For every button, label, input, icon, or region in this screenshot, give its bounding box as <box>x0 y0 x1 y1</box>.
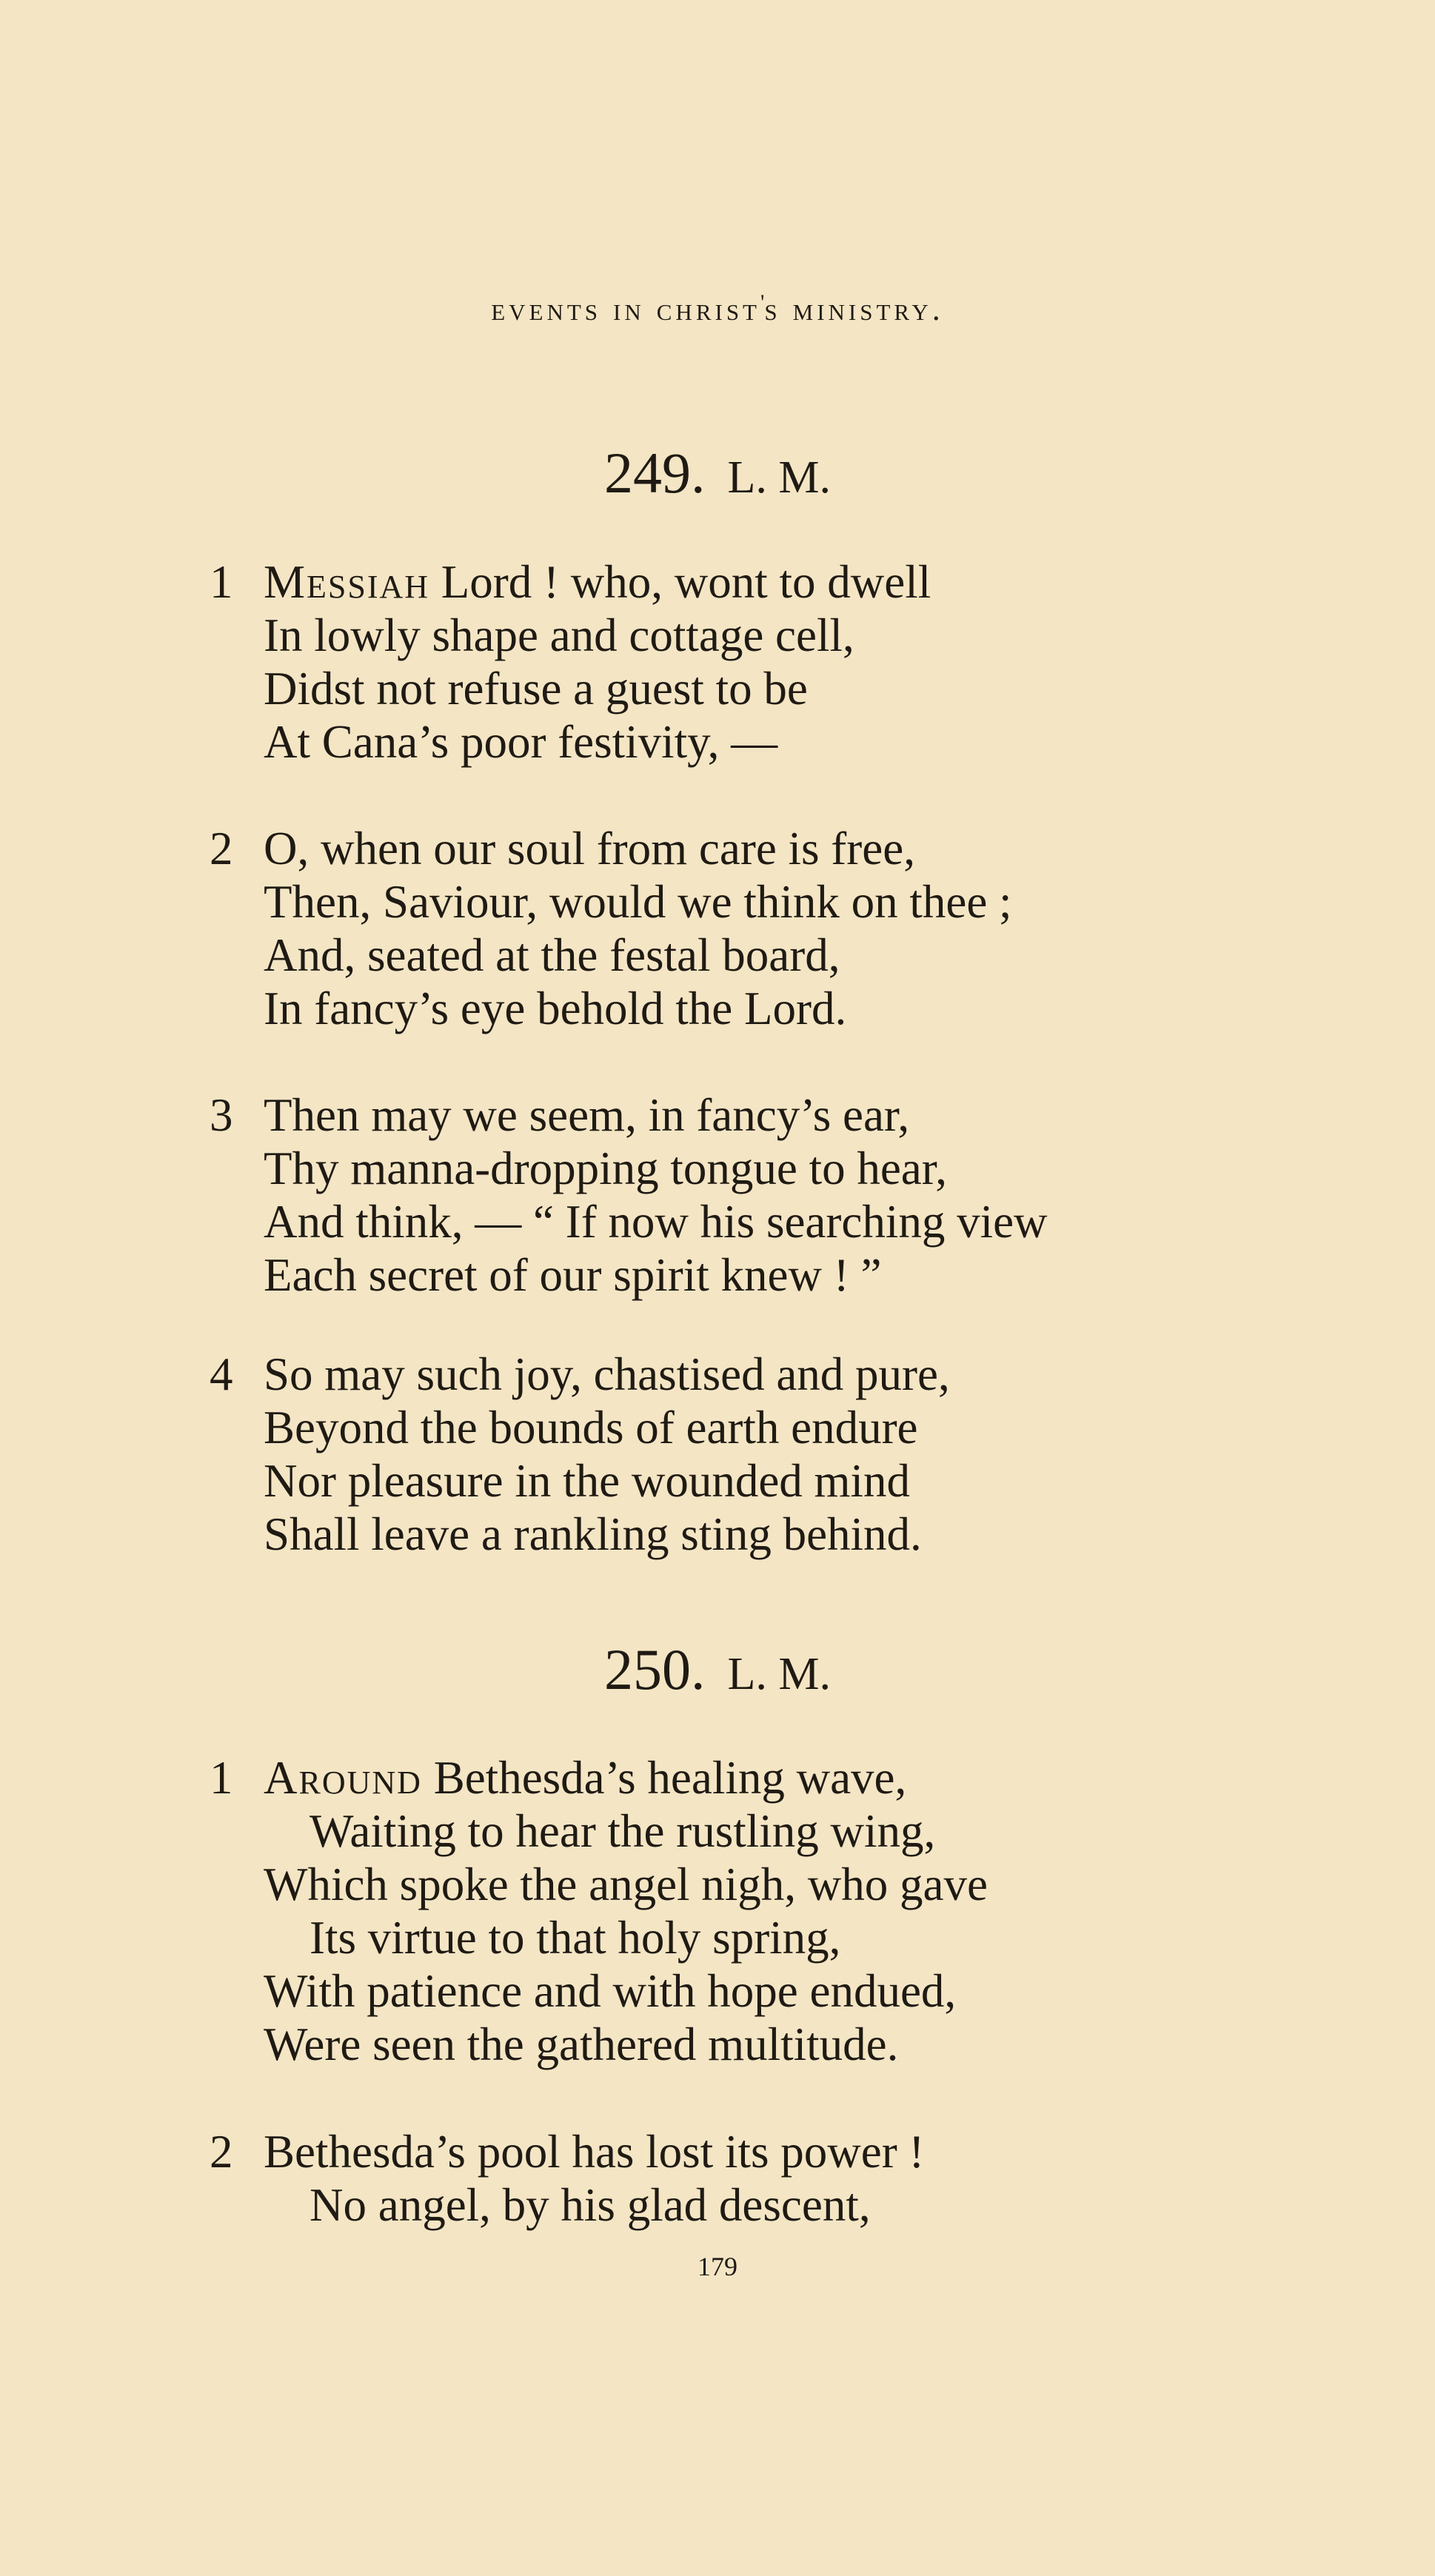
verse-line: Then, Saviour, would we think on thee ; <box>264 876 1012 928</box>
verse-number: 1 <box>210 1752 233 1804</box>
verse-line: Beyond the bounds of earth endure <box>264 1402 918 1453</box>
verse-line: Waiting to hear the rustling wing, <box>310 1805 936 1857</box>
verse-line: No angel, by his glad descent, <box>310 2179 871 2231</box>
verse-line: Shall leave a rankling sting behind. <box>264 1508 922 1560</box>
verse-number: 3 <box>210 1089 233 1141</box>
verse-line: Each secret of our spirit knew ! ” <box>264 1249 882 1301</box>
verse-line: Then may we seem, in fancy’s ear, <box>264 1089 910 1141</box>
verse-line: Bethesda’s pool has lost its power ! <box>264 2126 925 2178</box>
verse-line: Thy manna-dropping tongue to hear, <box>264 1143 947 1194</box>
verse-number: 4 <box>210 1348 233 1400</box>
verse-lead-word: Messiah <box>264 556 430 608</box>
verse-line: Which spoke the angel nigh, who gave <box>264 1859 988 1910</box>
verse-line-rest: Lord ! who, wont to dwell <box>429 556 931 608</box>
hymn-meter: L. M. <box>727 1649 831 1699</box>
verse-line <box>264 555 931 609</box>
verse-line: Nor pleasure in the wounded mind <box>264 1455 911 1507</box>
verse-line: At Cana’s poor festivity, — <box>264 716 778 768</box>
verse-line: And think, — “ If now his searching view <box>264 1196 1048 1248</box>
verse-line: Were seen the gathered multitude. <box>264 2018 899 2070</box>
verse-line: In lowly shape and cottage cell, <box>264 609 854 661</box>
hymn-number: 250. <box>604 1637 706 1702</box>
verse-line: With patience and with hope endued, <box>264 1965 957 2017</box>
verse-number: 1 <box>210 556 233 608</box>
running-head <box>0 290 1435 328</box>
hymn-heading <box>0 1636 1435 1703</box>
verse-lead-word: Around <box>264 1752 422 1804</box>
running-head-apostrophe: ' <box>760 290 765 315</box>
verse-line <box>264 1751 988 1804</box>
page-number: 179 <box>698 2252 737 2281</box>
verse-line: Didst not refuse a guest to be <box>264 663 808 715</box>
verse-line-rest: Bethesda’s healing wave, <box>421 1752 907 1804</box>
verse-line: In fancy’s eye behold the Lord. <box>264 983 847 1034</box>
verse-line: Its virtue to that holy spring, <box>310 1912 841 1964</box>
hymn-meter: L. M. <box>727 452 831 503</box>
verse-line: So may such joy, chastised and pure, <box>264 1348 950 1400</box>
hymn-heading <box>0 440 1435 506</box>
verse-number: 2 <box>210 823 233 874</box>
hymn-number: 249. <box>604 441 706 505</box>
verse-number: 2 <box>210 2126 233 2178</box>
running-head-text-end: s ministry. <box>764 291 944 327</box>
verse-line: And, seated at the festal board, <box>264 929 840 981</box>
verse-line: O, when our soul from care is free, <box>264 823 915 874</box>
running-head-text: events in christ <box>491 291 760 327</box>
